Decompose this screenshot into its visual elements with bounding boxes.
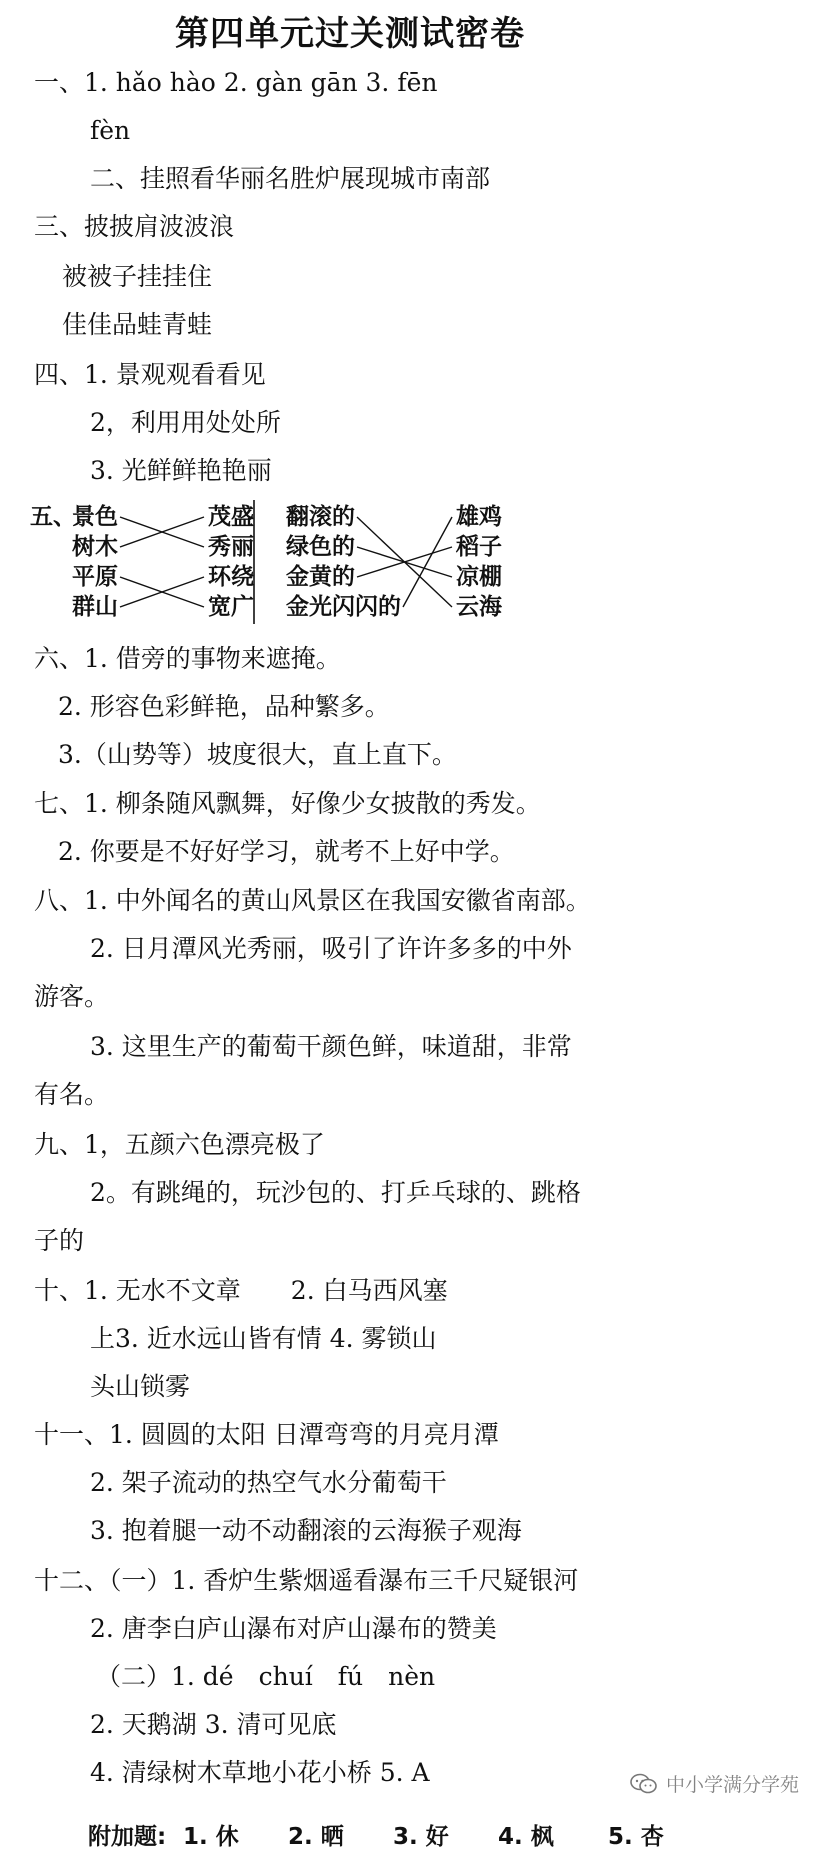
match-word-right: 雄鸡 [456, 504, 502, 530]
answer-line: 3.（山势等）坡度很大，直上直下。 [58, 740, 457, 769]
match-word-right: 稻子 [456, 534, 502, 560]
answer-line: 十一、1. 圆圆的太阳 日潭弯弯的月亮月潭 [34, 1420, 499, 1449]
answer-line: 三、披披肩波波浪 [34, 212, 235, 241]
match-word-left: 金黄的 [286, 564, 355, 590]
bonus-item: 2. 晒 [288, 1824, 344, 1850]
answer-line: （二）1. dé chuí fú nèn [96, 1662, 436, 1691]
answer-line: 佳佳品蛙青蛙 [62, 310, 213, 339]
match-word-left: 景色 [72, 504, 118, 530]
bonus-label: 附加题: [88, 1824, 167, 1850]
match-word-left: 群山 [72, 594, 118, 620]
answer-line: 四、1. 景观观看看见 [34, 360, 266, 389]
match-word-right: 茂盛 [208, 504, 254, 530]
wechat-icon [630, 1773, 658, 1795]
watermark-text: 中小学满分学苑 [666, 1774, 800, 1796]
answer-line: 2. 形容色彩鲜艳，品种繁多。 [58, 692, 390, 721]
match-word-left: 翻滚的 [286, 504, 355, 530]
answer-line: 有名。 [34, 1080, 110, 1109]
answer-line: 头山锁雾 [90, 1372, 191, 1401]
match-word-left: 金光闪闪的 [286, 594, 401, 620]
bonus-item: 1. 休 [183, 1824, 239, 1850]
answer-line: 九、1，五颜六色漂亮极了 [34, 1130, 325, 1159]
watermark [630, 1770, 799, 1797]
answer-line: 八、1. 中外闻名的黄山风景区在我国安徽省南部。 [34, 886, 591, 915]
answer-line: 2. 天鹅湖 3. 清可见底 [90, 1710, 337, 1739]
answer-line: 二、挂照看华丽名胜炉展现城市南部 [90, 164, 491, 193]
answer-line: 2。有跳绳的，玩沙包的、打乒乓球的、跳格 [90, 1178, 581, 1207]
answer-line: 一、1. hǎo hào 2. gàn gān 3. fēn [34, 68, 438, 97]
page-title: 第四单元过关测试密卷 [175, 14, 525, 54]
answer-line: 4. 清绿树木草地小花小桥 5. A [90, 1758, 430, 1787]
answer-line: 3. 这里生产的葡萄干颜色鲜，味道甜，非常 [90, 1032, 572, 1061]
match-word-left: 平原 [72, 564, 118, 590]
match-word-right: 环绕 [208, 564, 254, 590]
bonus-item: 5. 杏 [608, 1824, 664, 1850]
answer-line: 子的 [34, 1226, 85, 1255]
bonus-item: 3. 好 [393, 1824, 449, 1850]
match-word-right: 凉棚 [456, 564, 502, 590]
answer-line: 十二、（一）1. 香炉生紫烟遥看瀑布三千尺疑银河 [34, 1566, 579, 1595]
answer-line: 2. 唐李白庐山瀑布对庐山瀑布的赞美 [90, 1614, 497, 1643]
answer-line: fèn [90, 116, 131, 145]
match-word-right: 宽广 [208, 594, 254, 620]
answer-line: 2. 架子流动的热空气水分葡萄干 [90, 1468, 447, 1497]
answer-line: 3. 抱着腿一动不动翻滚的云海猴子观海 [90, 1516, 522, 1545]
answer-line: 2. 日月潭风光秀丽，吸引了许许多多的中外 [90, 934, 572, 963]
match-word-left: 树木 [72, 534, 118, 560]
match-word-right: 云海 [456, 594, 502, 620]
matching-exercise [30, 500, 710, 630]
match-word-left: 绿色的 [286, 534, 355, 560]
answer-line: 上3. 近水远山皆有情 4. 雾锁山 [90, 1324, 437, 1353]
answer-line: 十、1. 无水不文章 2. 白马西风塞 [34, 1276, 448, 1305]
answer-line: 六、1. 借旁的事物来遮掩。 [34, 644, 341, 673]
matching-label: 五、 [30, 504, 76, 530]
answer-line: 3. 光鲜鲜艳艳丽 [90, 456, 272, 485]
match-word-right: 秀丽 [208, 534, 254, 560]
answer-line: 被被子挂挂住 [62, 262, 213, 291]
answer-line: 2. 你要是不好好学习，就考不上好中学。 [58, 837, 515, 866]
answer-line: 游客。 [34, 982, 110, 1011]
answer-line: 七、1. 柳条随风飘舞，好像少女披散的秀发。 [34, 789, 541, 818]
match-connector-line [403, 517, 452, 607]
bonus-item: 4. 枫 [498, 1824, 554, 1850]
answer-line: 2，利用用处处所 [90, 408, 281, 437]
